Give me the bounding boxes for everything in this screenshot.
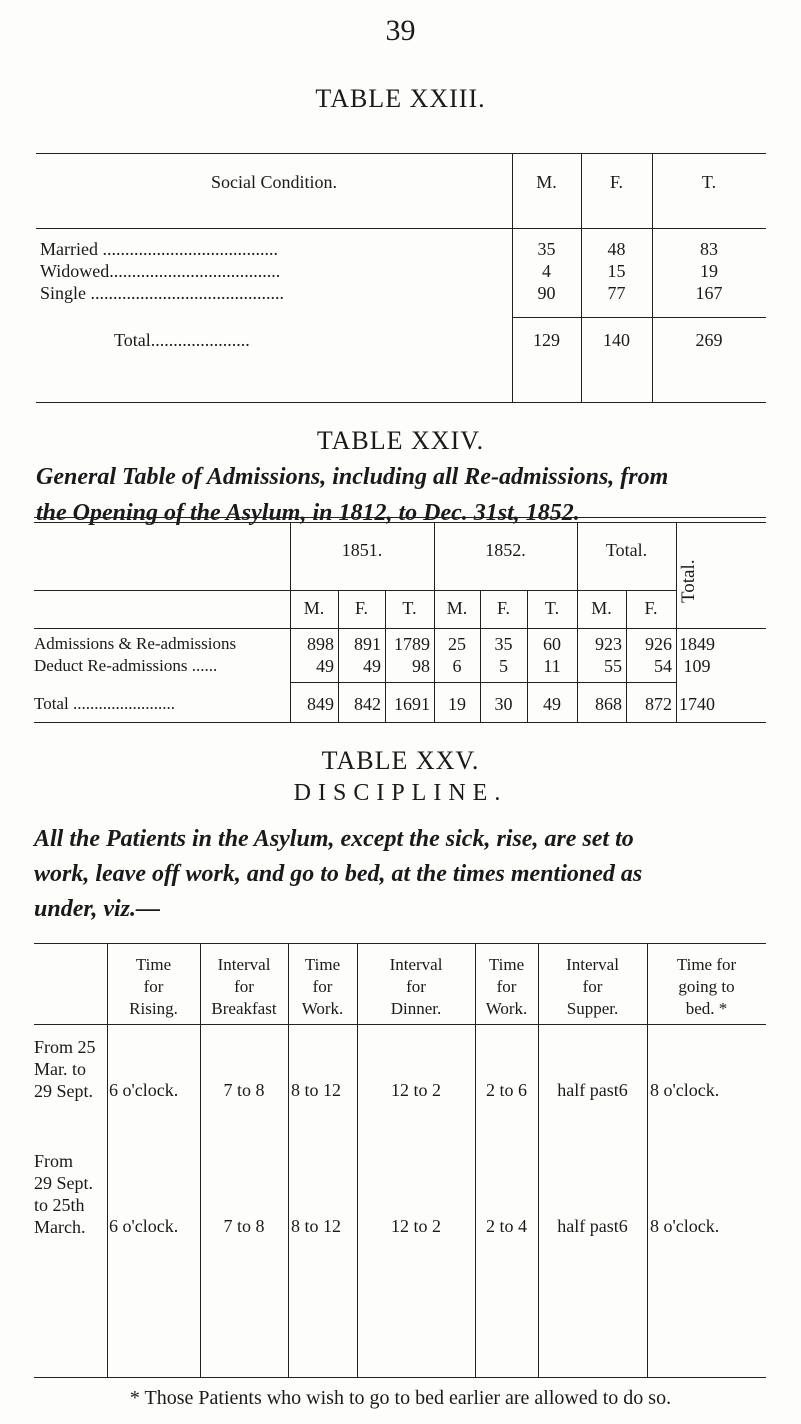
table-cell: 872	[645, 694, 672, 714]
table-cell: 1691	[394, 694, 430, 714]
table-cell: 7 to 8	[223, 1216, 265, 1236]
cell-t: 269	[695, 330, 723, 350]
table-cell: 30	[494, 694, 513, 714]
sub-header: F.	[644, 598, 658, 618]
sub-header: F.	[354, 598, 369, 618]
table-cell: 49	[316, 656, 334, 676]
table-rule	[512, 317, 766, 318]
column-header-breakfast: Interval for Breakfast	[211, 955, 277, 1018]
leader-dots: ...........................................	[86, 283, 285, 303]
table-cell: half past6	[557, 1216, 628, 1236]
table-cell: 891	[354, 634, 381, 654]
table-rule	[34, 1377, 766, 1378]
table-25-heading: TABLE XXV.	[321, 746, 480, 775]
table-row	[40, 283, 512, 304]
table-cell: 1789	[394, 634, 430, 654]
table-cell: 1740	[679, 694, 715, 714]
footnote: * Those Patients who wish to go to bed earlier are allowed to do so.	[129, 1387, 672, 1409]
table-cell: 49	[543, 694, 561, 714]
leader-dots: .......................................	[97, 239, 278, 259]
sub-header: M.	[446, 598, 468, 618]
table-cell: 11	[543, 656, 561, 676]
table-rule	[34, 590, 676, 591]
cell-f: 140	[603, 330, 630, 350]
table-cell: 25	[448, 634, 466, 654]
column-header-work-1: Time for Work.	[301, 955, 344, 1018]
row-label: Married	[40, 239, 98, 259]
table-cell: 54	[654, 656, 672, 676]
row-label: Admissions & Re-admissions	[34, 634, 237, 653]
period-label: From 25 Mar. to 29 Sept.	[34, 1037, 96, 1101]
table-rule	[36, 228, 766, 229]
total-row	[114, 330, 512, 351]
table-cell: 6	[452, 656, 462, 676]
table-cell: 49	[363, 656, 381, 676]
group-header-1851: 1851.	[341, 540, 383, 560]
cell-m: 4	[542, 261, 551, 281]
table-cell: 35	[494, 634, 513, 654]
table-cell: 8 o'clock.	[650, 1080, 720, 1100]
table-cell: 98	[412, 656, 430, 676]
table-cell: 8 o'clock.	[650, 1216, 720, 1236]
cell-m: 35	[537, 239, 556, 259]
row-label: Single	[40, 283, 87, 303]
column-header: T.	[701, 172, 717, 192]
table-cell: 926	[645, 634, 672, 654]
column-header-supper: Interval for Supper.	[566, 955, 619, 1018]
table-cell: 1849	[679, 634, 715, 654]
page-number: 39	[385, 14, 416, 47]
cell-t: 83	[700, 239, 718, 259]
table-cell: 923	[595, 634, 622, 654]
table-cell: 6 o'clock.	[109, 1216, 179, 1236]
group-header-1852: 1852.	[485, 540, 526, 560]
table-cell: 868	[595, 694, 622, 714]
sub-header: M.	[591, 598, 612, 618]
cell-t: 19	[700, 261, 718, 281]
table-row	[40, 261, 512, 282]
table-24-subtitle-line1: General Table of Admissions, including all Re-admissions, from	[36, 464, 669, 490]
period-label: From 29 Sept. to 25th March.	[34, 1151, 94, 1237]
row-label: Widowed	[40, 261, 110, 281]
total-column-header: Total.	[678, 559, 699, 603]
row-label: Total ........................	[34, 694, 175, 713]
sub-header: T.	[544, 598, 560, 618]
cell-f: 48	[607, 239, 626, 259]
table-rule	[34, 943, 766, 944]
table-cell: 12 to 2	[390, 1080, 441, 1100]
table-rule	[34, 722, 766, 723]
table-rule	[290, 682, 676, 683]
cell-t: 167	[695, 283, 723, 303]
table-23-heading: TABLE XXIII.	[315, 84, 486, 113]
table-rule	[34, 628, 766, 629]
table-24-subtitle-line2: the Opening of the Asylum, in 1812, to Dec. 31st, 1852.	[36, 500, 580, 526]
row-label: Deduct Re-admissions ......	[34, 656, 218, 675]
column-header-dinner: Interval for Dinner.	[389, 955, 443, 1018]
sub-header: M.	[303, 598, 325, 618]
table-cell: half past6	[557, 1080, 628, 1100]
table-cell: 109	[683, 656, 711, 676]
leader-dots: ......................	[150, 330, 250, 350]
row-label: Total	[114, 330, 151, 350]
cell-m: 129	[533, 330, 560, 350]
table-rule	[34, 1024, 766, 1025]
table-cell: 8 to 12	[291, 1080, 342, 1100]
table-cell: 60	[543, 634, 561, 654]
column-header: M.	[536, 172, 557, 192]
column-header-bed: Time for going to bed. *	[676, 955, 737, 1018]
leader-dots: ......................................	[109, 261, 281, 281]
table-cell: 842	[354, 694, 381, 714]
cell-f: 15	[607, 261, 626, 281]
table-rule	[34, 522, 766, 523]
table-cell: 6 o'clock.	[109, 1080, 179, 1100]
sub-header: F.	[496, 598, 511, 618]
table-cell: 898	[307, 634, 334, 654]
column-header-work-2: Time for Work.	[485, 955, 528, 1018]
table-cell: 7 to 8	[223, 1080, 265, 1100]
table-cell: 5	[499, 656, 508, 676]
table-row	[40, 239, 512, 260]
table-cell: 2 to 6	[485, 1080, 527, 1100]
table-rule	[36, 402, 766, 403]
discipline-heading: DISCIPLINE.	[293, 780, 508, 806]
table-rule	[34, 517, 766, 518]
cell-m: 90	[537, 283, 556, 303]
column-header: Social Condition.	[211, 172, 337, 192]
intro-line3: under, viz.—	[34, 896, 161, 922]
cell-f: 77	[607, 283, 626, 303]
table-cell: 12 to 2	[390, 1216, 441, 1236]
sub-header: T.	[402, 598, 417, 618]
group-header-total: Total.	[605, 540, 648, 560]
column-header-time-rising: Time for Rising.	[129, 955, 178, 1018]
column-header: F.	[609, 172, 624, 192]
intro-line1: All the Patients in the Asylum, except the sick, rise, are set to	[34, 826, 634, 852]
table-cell: 8 to 12	[291, 1216, 342, 1236]
table-24-heading: TABLE XXIV.	[316, 426, 485, 455]
table-cell: 849	[307, 694, 334, 714]
table-cell: 19	[448, 694, 466, 714]
table-rule	[36, 153, 766, 154]
table-cell: 2 to 4	[485, 1216, 527, 1236]
table-cell: 55	[604, 656, 622, 676]
intro-line2: work, leave off work, and go to bed, at the times mentioned as	[34, 861, 643, 887]
